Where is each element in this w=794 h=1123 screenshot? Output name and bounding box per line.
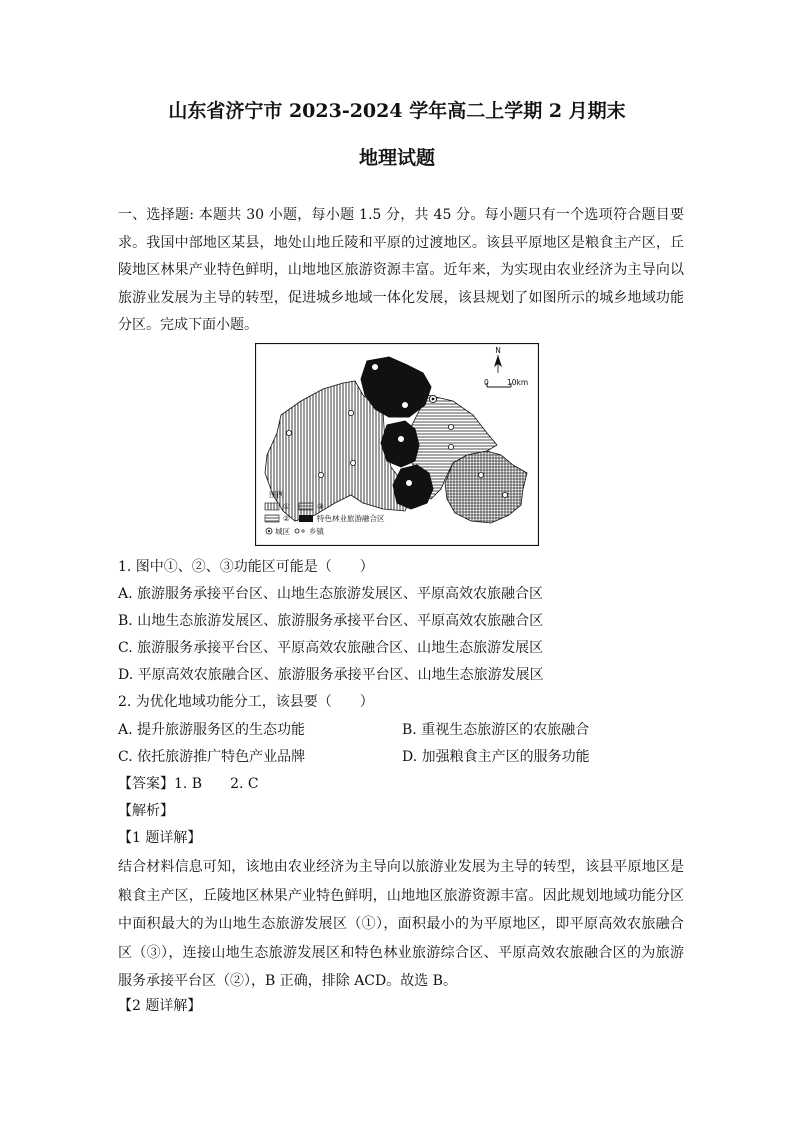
intro-paragraph: 一、选择题: 本题共 30 小题，每小题 1.5 分，共 45 分。每小题只有一个选项符合题目要求。我国中部地区某县，地处山地丘陵和平原的过渡地区。该县平原地区是粮食主产区，丘陵地区林果产业特色鲜明，山地地区旅游资源丰富。近年来，为实现由农业经济为主导向以旅游业发展为主导的转型，促进城乡地域一体化发展，该县规划了如图所示的城乡地域功能分区。完成下面小题。 (118, 207, 684, 333)
town-marker (448, 444, 453, 449)
legend-town-icon (295, 529, 299, 533)
map-svg (255, 343, 539, 546)
town-marker (372, 364, 377, 369)
legend-label-town: 乡镇 (309, 527, 324, 536)
q1-detail-text: 结合材料信息可知，该地由农业经济为主导向以旅游业发展为主导的转型，该县平原地区是粮食主产区，丘陵地区林果产业特色鲜明，山地地区旅游资源丰富。因此规划地域功能分区中面积最大的为山地生态旅游发展区（①），面积最小的为平原地区，即平原高效农旅融合区（③），连接山地生态旅游发展区和特色林业旅游综合区、平原高效农旅融合区的为旅游服务承接平台区（②），B 正确，排除 ACD。故选 B。 (118, 859, 684, 989)
town-marker (348, 410, 353, 415)
north-label: N (495, 346, 501, 355)
legend-swatch-3 (299, 503, 313, 510)
town-marker (478, 472, 483, 477)
town-marker (406, 480, 411, 485)
city-marker (429, 395, 436, 402)
legend-label-1: ① (283, 502, 290, 511)
town-marker (286, 430, 291, 435)
legend-town-icon-small (302, 530, 304, 532)
q2-option-c: C. 依托旅游推广特色产业品牌 (118, 749, 306, 765)
legend-swatch-1 (265, 503, 279, 510)
legend-swatch-2 (265, 515, 279, 522)
page-title: 山东省济宁市 2023-2024 学年高二上学期 2 月期末 (168, 100, 626, 122)
town-marker (502, 492, 507, 497)
legend-city-icon (266, 528, 272, 534)
town-marker (318, 472, 323, 477)
scale-label: 10km (507, 378, 529, 387)
legend-label-3: ③ (317, 502, 324, 511)
legend-title: 图例 (269, 490, 284, 499)
q1-option-a: A. 旅游服务承接平台区、山地生态旅游发展区、平原高效农旅融合区 (118, 586, 544, 602)
legend-label-2: ② (283, 514, 290, 523)
legend-label-forest: 特色林业旅游融合区 (317, 514, 385, 523)
page-subtitle: 地理试题 (358, 147, 435, 169)
q2-stem: 2. 为优化地域功能分工，该县要（ ） (118, 694, 374, 710)
town-marker (448, 424, 453, 429)
legend-swatch-forest (299, 515, 313, 522)
q2-detail-label: 【2 题详解】 (118, 998, 202, 1014)
q1-option-b: B. 山地生态旅游发展区、旅游服务承接平台区、平原高效农旅融合区 (118, 613, 544, 629)
q1-option-c: C. 旅游服务承接平台区、平原高效农旅融合区、山地生态旅游发展区 (118, 640, 544, 656)
q2-option-b: B. 重视生态旅游区的农旅融合 (402, 722, 590, 738)
q1-option-d: D. 平原高效农旅融合区、旅游服务承接平台区、山地生态旅游发展区 (118, 667, 544, 683)
town-marker (402, 402, 407, 407)
q1-detail-label: 【1 题详解】 (118, 830, 202, 846)
analysis-label: 【解析】 (118, 803, 174, 819)
answer-line: 【答案】1. B 2. C (118, 776, 259, 792)
forest-zone-middle (381, 421, 419, 467)
q2-option-a: A. 提升旅游服务区的生态功能 (118, 722, 306, 738)
scale-zero: 0 (484, 378, 489, 387)
town-marker (398, 436, 403, 441)
town-marker (350, 460, 355, 465)
q1-stem: 1. 图中①、②、③功能区可能是（ ） (118, 559, 374, 575)
function-zone-map (255, 343, 539, 546)
q2-option-d: D. 加强粮食主产区的服务功能 (402, 749, 590, 765)
legend-label-city: 城区 (275, 527, 290, 536)
